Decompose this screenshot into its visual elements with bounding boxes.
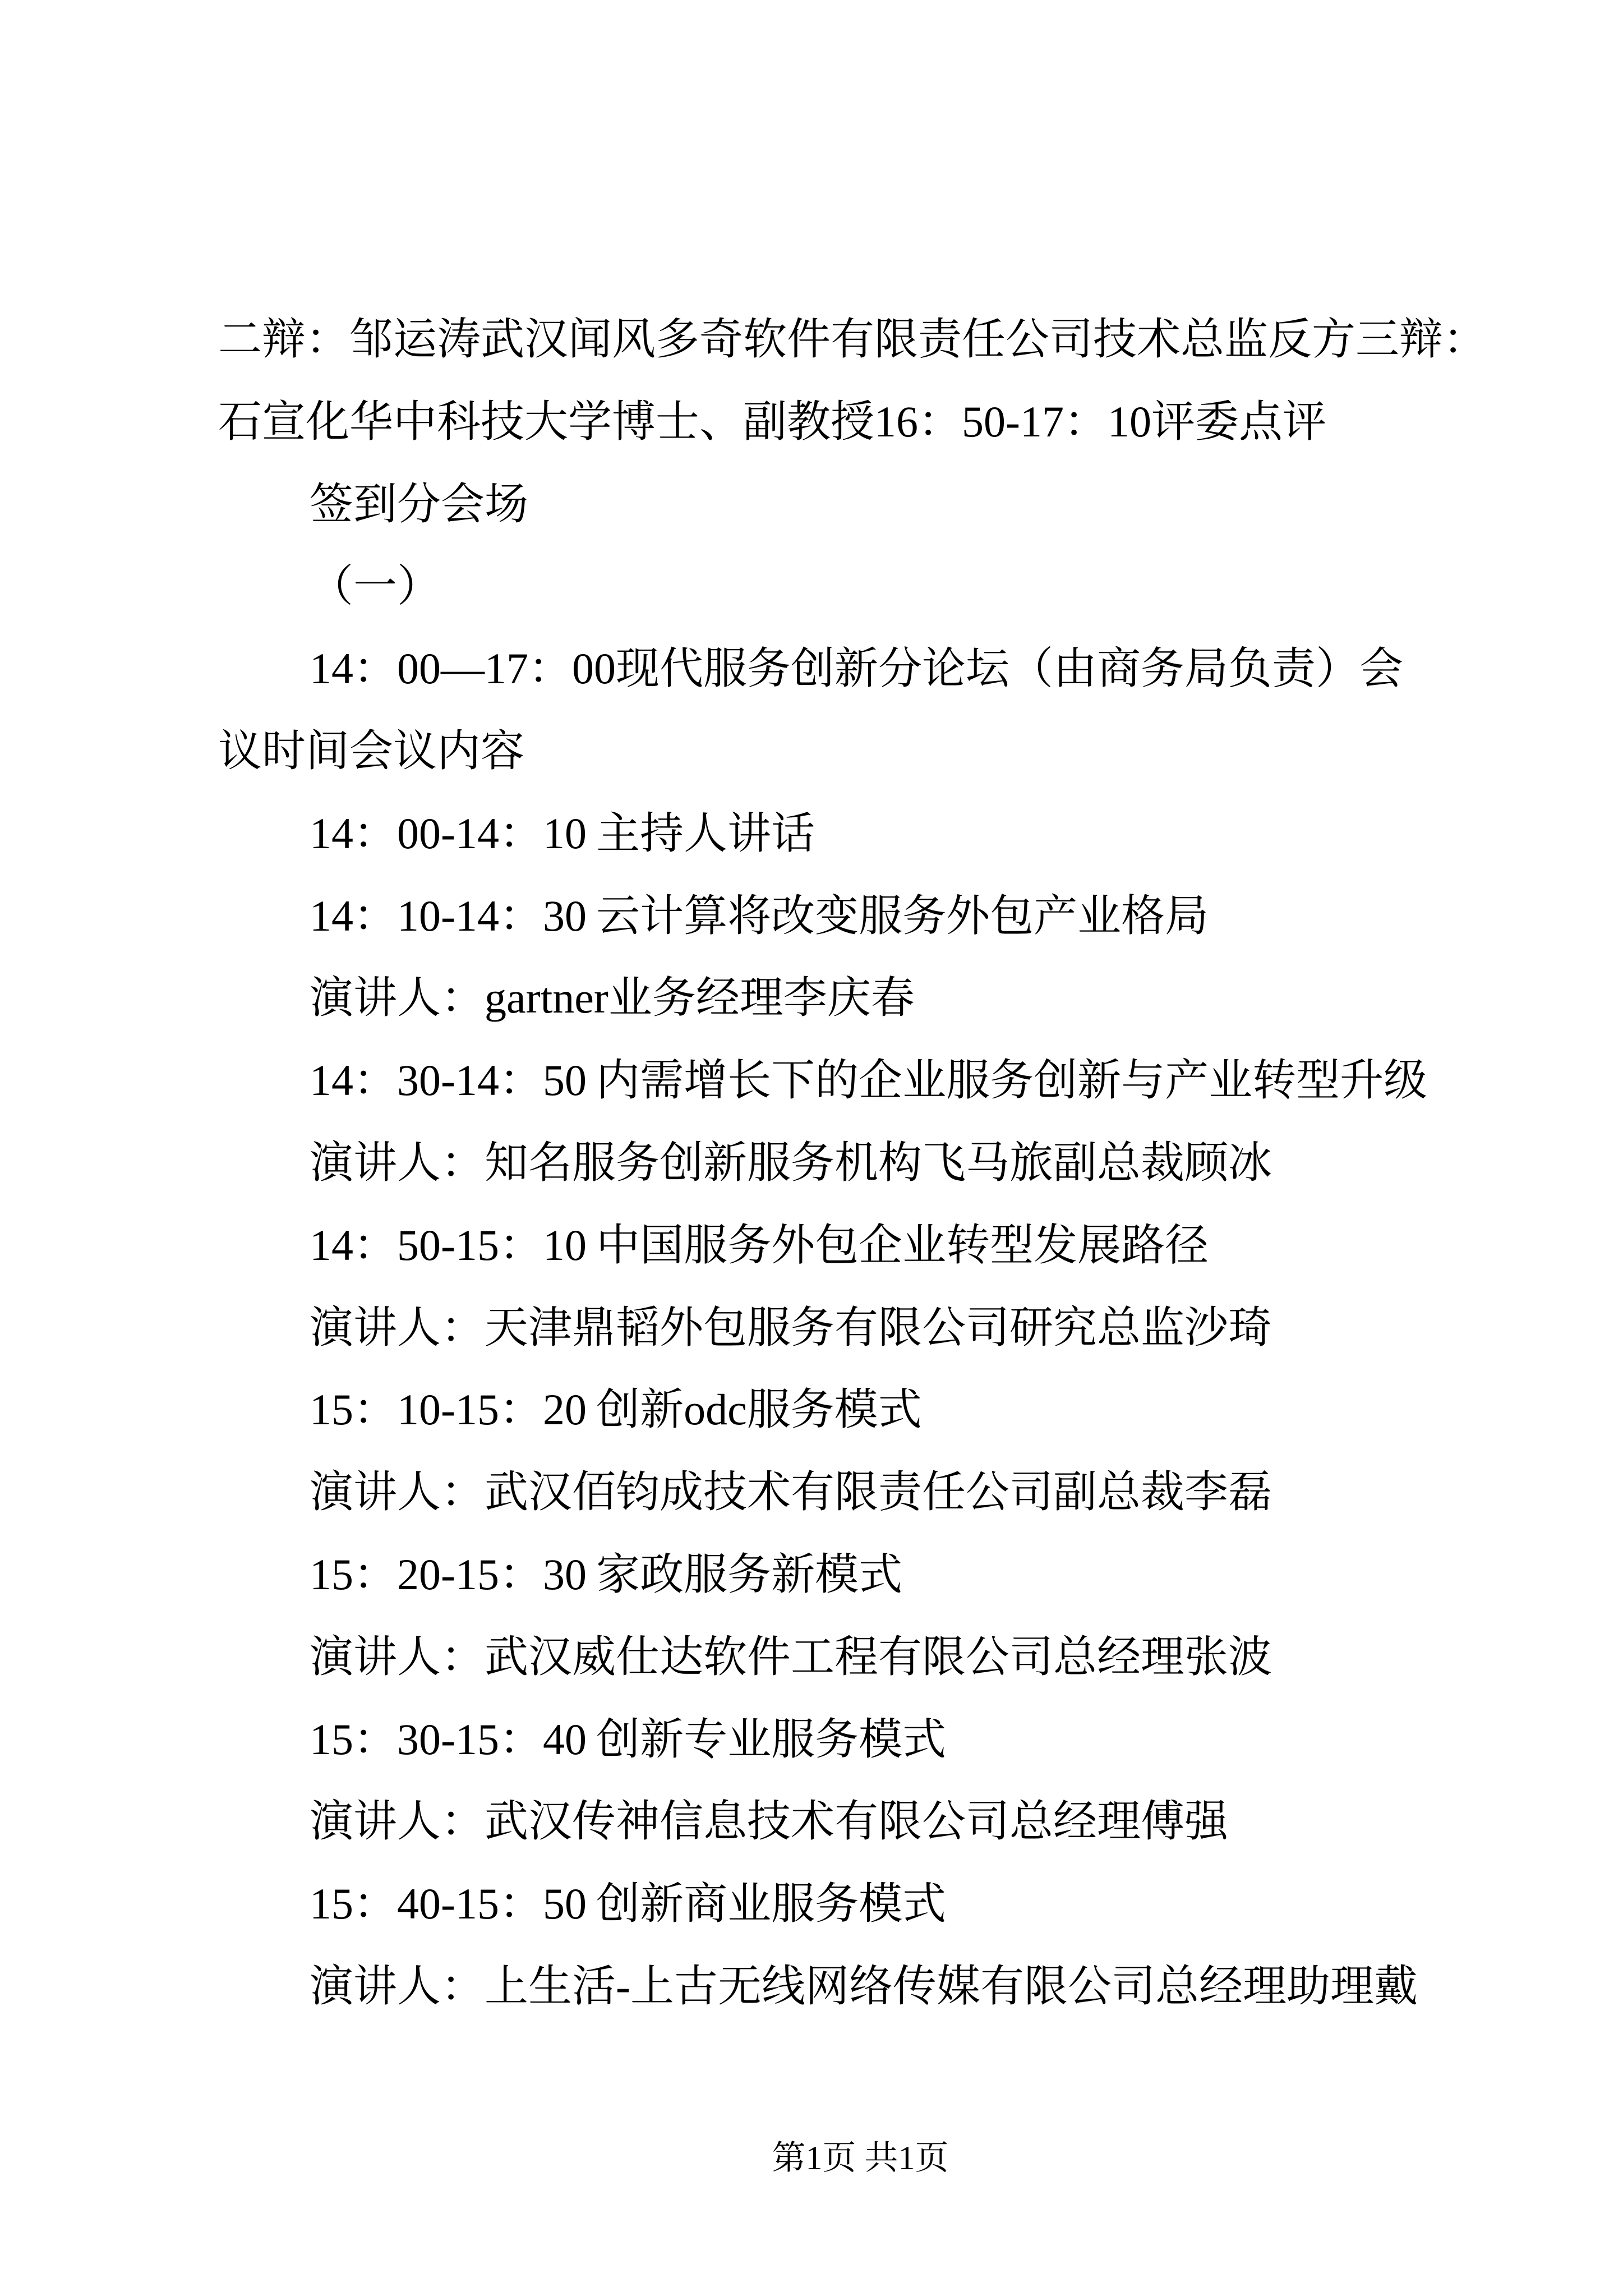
speaker-label: 演讲人： xyxy=(310,1467,485,1517)
venue-heading: 签到分会场 xyxy=(310,479,529,528)
schedule-topic: 主持人讲话 xyxy=(596,808,815,858)
schedule-item xyxy=(218,1204,1508,1287)
schedule-item xyxy=(218,1699,1508,1781)
speaker-line xyxy=(218,1780,1508,1863)
schedule-time: 15：40-15：50 xyxy=(310,1879,587,1929)
speaker-label: 演讲人： xyxy=(310,1961,485,2010)
speaker-line xyxy=(218,1287,1508,1369)
schedule-time: 15：30-15：40 xyxy=(310,1714,587,1764)
speaker-line xyxy=(218,1451,1508,1534)
section-number: （一） xyxy=(310,562,441,611)
speaker-name: 武汉传神信息技术有限公司总经理傅强 xyxy=(485,1797,1229,1846)
schedule-time: 15：10-15：20 xyxy=(310,1385,587,1434)
speaker-name: gartner业务经理李庆春 xyxy=(485,973,915,1023)
document-body xyxy=(218,298,1508,2028)
debate-paragraph-line: 石宣化华中科技大学博士、副教授16：50-17：10评委点评 xyxy=(218,397,1326,446)
page-footer: 第1页 共1页 xyxy=(772,2139,949,2177)
schedule-topic: 家政服务新模式 xyxy=(596,1549,903,1599)
schedule-item xyxy=(218,793,1508,875)
speaker-line xyxy=(218,1616,1508,1699)
speaker-name: 武汉佰钧成技术有限责任公司副总裁李磊 xyxy=(485,1467,1272,1517)
schedule-item xyxy=(218,1039,1508,1122)
speaker-name: 天津鼎韬外包服务有限公司研究总监沙琦 xyxy=(485,1303,1272,1352)
schedule-topic: 内需增长下的企业服务创新与产业转型升级 xyxy=(596,1056,1428,1105)
schedule-topic: 创新odc服务模式 xyxy=(596,1385,922,1434)
speaker-label: 演讲人： xyxy=(310,1797,485,1846)
speaker-line xyxy=(218,957,1508,1039)
schedule-item xyxy=(218,875,1508,958)
schedule-item xyxy=(218,1369,1508,1451)
speaker-label: 演讲人： xyxy=(310,1138,485,1187)
schedule-time: 14：50-15：10 xyxy=(310,1220,587,1269)
schedule-time: 14：30-14：50 xyxy=(310,1056,587,1105)
speaker-label: 演讲人： xyxy=(310,1632,485,1681)
schedule-topic: 创新专业服务模式 xyxy=(596,1714,947,1764)
speaker-name: 知名服务创新服务机构飞马旅副总裁顾冰 xyxy=(485,1138,1272,1187)
schedule-item xyxy=(218,1863,1508,1945)
speaker-name: 上生活-上古无线网络传媒有限公司总经理助理戴 xyxy=(485,1961,1418,2010)
debate-paragraph-line: 二辩：邹运涛武汉闻风多奇软件有限责任公司技术总监反方三辩： xyxy=(218,315,1487,364)
speaker-line xyxy=(218,1122,1508,1204)
schedule-topic: 中国服务外包企业转型发展路径 xyxy=(596,1220,1209,1269)
schedule-time: 14：10-14：30 xyxy=(310,891,587,940)
schedule-topic: 云计算将改变服务外包产业格局 xyxy=(596,891,1209,940)
schedule-item xyxy=(218,1534,1508,1616)
forum-paragraph-line: 议时间会议内容 xyxy=(218,726,525,775)
schedule-time: 14：00-14：10 xyxy=(310,808,587,858)
speaker-label: 演讲人： xyxy=(310,1303,485,1352)
schedule-time: 15：20-15：30 xyxy=(310,1549,587,1599)
speaker-label: 演讲人： xyxy=(310,973,485,1023)
forum-paragraph-line: 14：00—17：00现代服务创新分论坛（由商务局负责）会 xyxy=(310,644,1404,693)
schedule-topic: 创新商业服务模式 xyxy=(596,1879,947,1929)
speaker-name: 武汉威仕达软件工程有限公司总经理张波 xyxy=(485,1632,1272,1681)
speaker-line xyxy=(218,1945,1508,2028)
